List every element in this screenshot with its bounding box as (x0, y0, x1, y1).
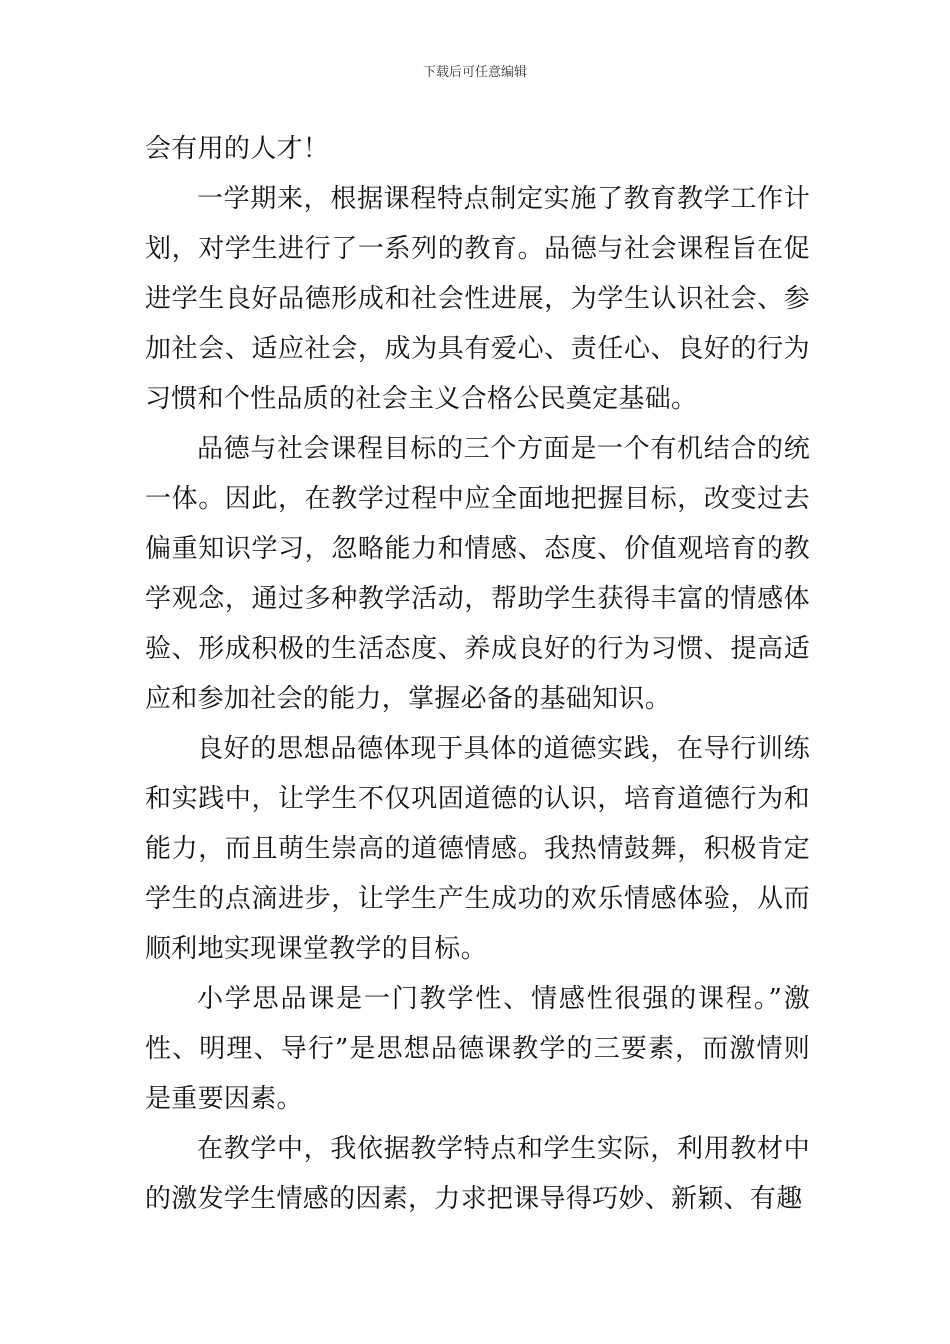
paragraph-6: 在教学中，我依据教学特点和学生实际，利用教材中的激发学生情感的因素，力求把课导得巧妙、新颖、有趣 (145, 1134, 810, 1214)
paragraph-3: 品德与社会课程目标的三个方面是一个有机结合的统一体。因此，在教学过程中应全面地把握目标，改变过去偏重知识学习，忽略能力和情感、态度、价值观培育的教学观念，通过多种教学活动，帮助学生获得丰富的情感体验、形成积极的生活态度、养成良好的行为习惯、提高适应和参加社会的能力，掌握必备的基础知识。 (145, 434, 810, 714)
paragraph-5: 小学思品课是一门教学性、情感性很强的课程。”激性、明理、导行”是思想品德课教学的三要素，而激情则是重要因素。 (145, 984, 810, 1114)
paragraph-2: 一学期来，根据课程特点制定实施了教育教学工作计划，对学生进行了一系列的教育。品德与社会课程旨在促进学生良好品德形成和社会性进展，为学生认识社会、参加社会、适应社会，成为具有爱心、责任心、良好的行为习惯和个性品质的社会主义合格公民奠定基础。 (145, 184, 810, 414)
page-header: 下载后可任意编辑 (422, 65, 527, 80)
paragraph-4: 良好的思想品德体现于具体的道德实践，在导行训练和实践中，让学生不仅巩固道德的认识，培育道德行为和能力，而且萌生崇高的道德情感。我热情鼓舞，积极肯定学生的点滴进步，让学生产生成功的欢乐情感体验，从而顺利地实现课堂教学的目标。 (145, 734, 810, 964)
paragraph-1: 会有用的人才！ (145, 134, 330, 164)
document-body (145, 124, 810, 1224)
